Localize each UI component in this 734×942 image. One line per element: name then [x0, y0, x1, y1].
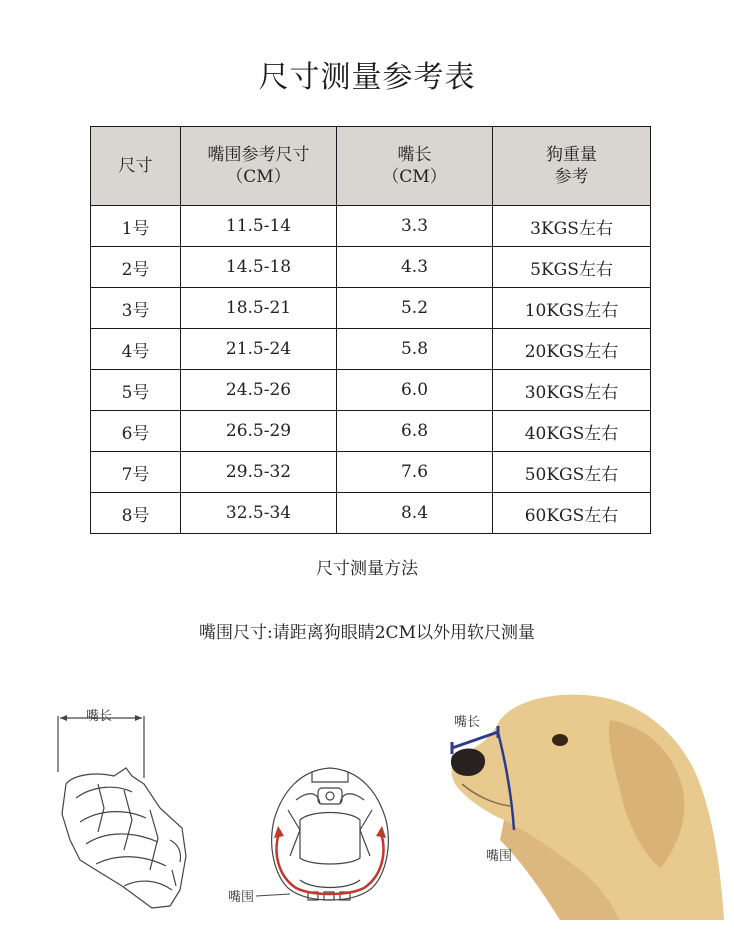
header-circumference: 嘴围参考尺寸 （CM）: [181, 127, 337, 206]
table-row: [91, 329, 651, 370]
table-cell: 5KGS左右: [493, 247, 651, 288]
table-cell: 26.5-29: [181, 411, 337, 452]
circumference-arrow-left: [274, 826, 284, 838]
table-row: [91, 370, 651, 411]
header-size: 尺寸: [91, 127, 181, 206]
table-cell: 7号: [91, 452, 181, 493]
table-cell: 21.5-24: [181, 329, 337, 370]
table-cell: 8号: [91, 493, 181, 534]
table-cell: 1号: [91, 206, 181, 247]
front-circumference-label: 嘴围: [228, 890, 255, 905]
table-cell: 3KGS左右: [493, 206, 651, 247]
table-cell: 14.5-18: [181, 247, 337, 288]
table-cell: 6号: [91, 411, 181, 452]
header-length: 嘴长 （CM）: [337, 127, 493, 206]
table-header-row: [91, 127, 651, 206]
table-cell: 8.4: [337, 493, 493, 534]
table-cell: 50KGS左右: [493, 452, 651, 493]
method-description: 嘴围尺寸:请距离狗眼睛2CM以外用软尺测量: [199, 623, 535, 643]
table-cell: 5.2: [337, 288, 493, 329]
table-cell: 6.0: [337, 370, 493, 411]
method-title: 尺寸测量方法: [316, 559, 418, 579]
table-row: [91, 411, 651, 452]
table-cell: 32.5-34: [181, 493, 337, 534]
dog-circumference-label: 嘴围: [486, 849, 513, 864]
measurement-diagram: [0, 680, 734, 942]
table-cell: 30KGS左右: [493, 370, 651, 411]
table-cell: 2号: [91, 247, 181, 288]
table-cell: 3.3: [337, 206, 493, 247]
dog-head-illustration: [451, 695, 724, 920]
table-cell: 11.5-14: [181, 206, 337, 247]
muzzle-front-view-illustration: [272, 768, 389, 900]
table-cell: 6.8: [337, 411, 493, 452]
table-cell: 60KGS左右: [493, 493, 651, 534]
table-cell: 40KGS左右: [493, 411, 651, 452]
table-row: [91, 206, 651, 247]
table-cell: 3号: [91, 288, 181, 329]
table-cell: 20KGS左右: [493, 329, 651, 370]
circumference-measure-line: [277, 830, 384, 894]
circumference-arrow-right: [376, 826, 386, 838]
table-cell: 10KGS左右: [493, 288, 651, 329]
table-cell: 4.3: [337, 247, 493, 288]
table-row: [91, 288, 651, 329]
table-row: [91, 247, 651, 288]
table-cell: 4号: [91, 329, 181, 370]
table-cell: 5.8: [337, 329, 493, 370]
header-weight: 狗重量 参考: [493, 127, 651, 206]
dog-length-label: 嘴长: [454, 715, 481, 730]
table-cell: 29.5-32: [181, 452, 337, 493]
table-cell: 24.5-26: [181, 370, 337, 411]
muzzle-side-view-illustration: [58, 715, 186, 908]
table-cell: 18.5-21: [181, 288, 337, 329]
size-reference-table: [90, 126, 651, 534]
table-cell: 5号: [91, 370, 181, 411]
page-title: 尺寸测量参考表: [258, 60, 476, 95]
table-row: [91, 452, 651, 493]
table-cell: 7.6: [337, 452, 493, 493]
side-length-label: 嘴长: [86, 709, 113, 724]
table-row: [91, 493, 651, 534]
